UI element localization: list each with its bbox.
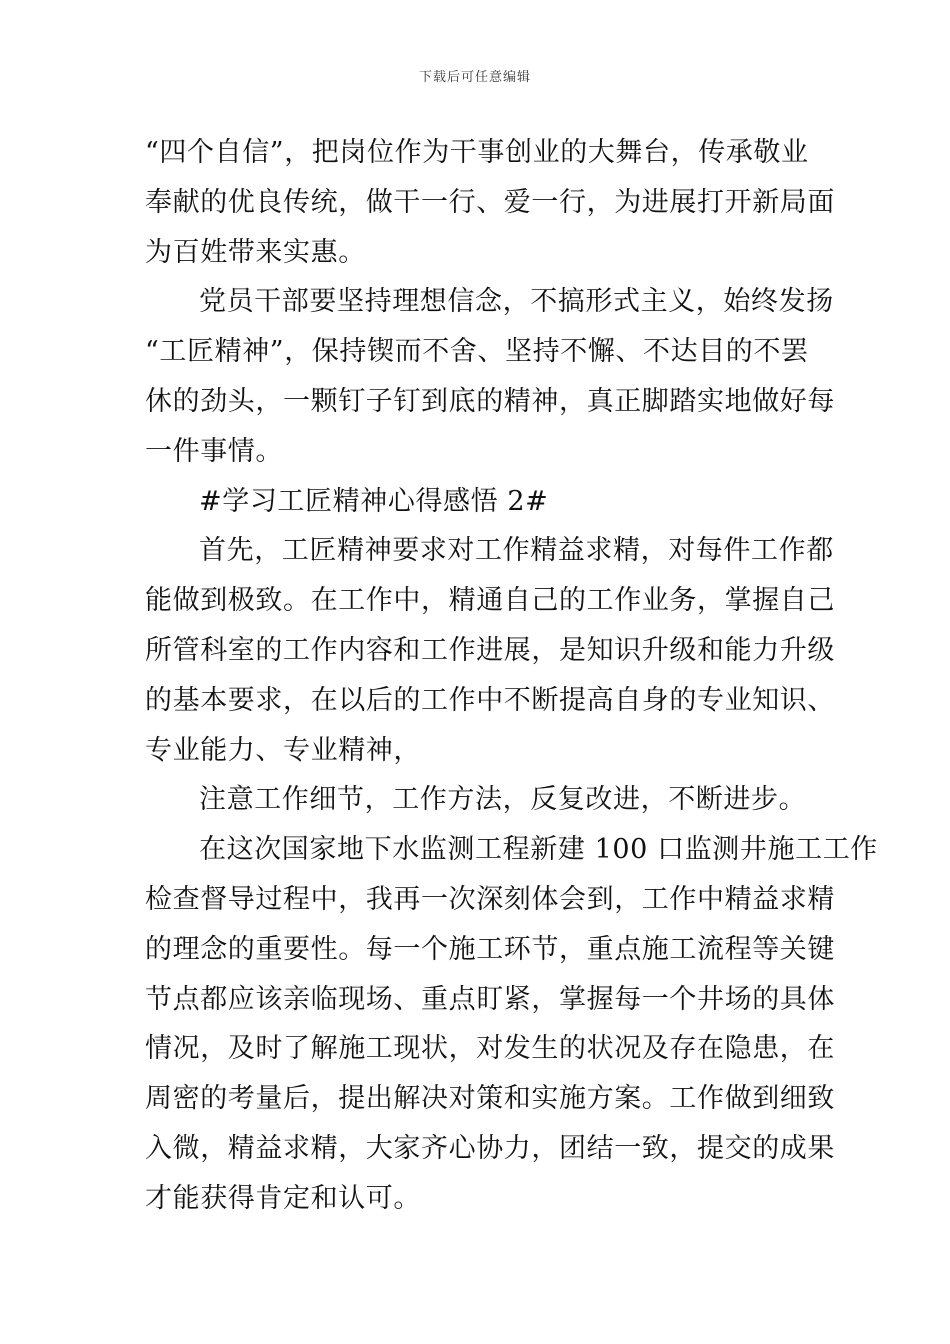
text-line: 为百姓带来实惠。: [145, 236, 366, 268]
text-line: 的理念的重要性。每一个施工环节，重点施工流程等关键: [145, 933, 835, 965]
text-line: 周密的考量后，提出解决对策和实施方案。工作做到细致: [145, 1083, 835, 1115]
text-line: 所管科室的工作内容和工作进展，是知识升级和能力升级: [145, 634, 835, 666]
text-line: 奉献的优良传统，做干一行、爱一行，为进展打开新局面: [145, 186, 835, 218]
text-line: 检查督导过程中，我再一次深刻体会到，工作中精益求精: [145, 883, 835, 915]
text-line: #学习工匠精神心得感悟 2#: [199, 485, 549, 517]
text-line: “四个自信”，把岗位作为干事创业的大舞台，传承敬业: [145, 137, 809, 168]
text-line: 休的劲头，一颗钉子钉到底的精神，真正脚踏实地做好每: [145, 385, 835, 417]
text-line: 能做到极致。在工作中，精通自己的工作业务，掌握自己: [145, 585, 835, 617]
document-body: [145, 128, 878, 1224]
text-line: 才能获得肯定和认可。: [145, 1182, 421, 1214]
text-line: 一件事情。: [145, 435, 283, 467]
text-line: 的基本要求，在以后的工作中不断提高自身的专业知识、: [145, 684, 835, 716]
header-note: 下载后可任意编辑: [418, 70, 531, 85]
text-line: 党员干部要坚持理想信念，不搞形式主义，始终发扬: [199, 286, 834, 318]
text-line: 在这次国家地下水监测工程新建 100 口监测井施工工作: [199, 834, 878, 866]
text-line: 情况，及时了解施工现状，对发生的状况及存在隐患，在: [145, 1033, 835, 1065]
text-line: 节点都应该亲临现场、重点盯紧，掌握每一个井场的具体: [145, 983, 835, 1015]
text-line: “工匠精神”，保持锲而不舍、坚持不懈、不达目的不罢: [145, 336, 809, 368]
text-line: 注意工作细节，工作方法，反复改进，不断进步。: [199, 784, 807, 816]
text-line: 入微，精益求精，大家齐心协力，团结一致，提交的成果: [145, 1132, 835, 1164]
text-line: 首先，工匠精神要求对工作精益求精，对每件工作都: [199, 535, 834, 567]
text-line: 专业能力、专业精神，: [145, 734, 421, 766]
